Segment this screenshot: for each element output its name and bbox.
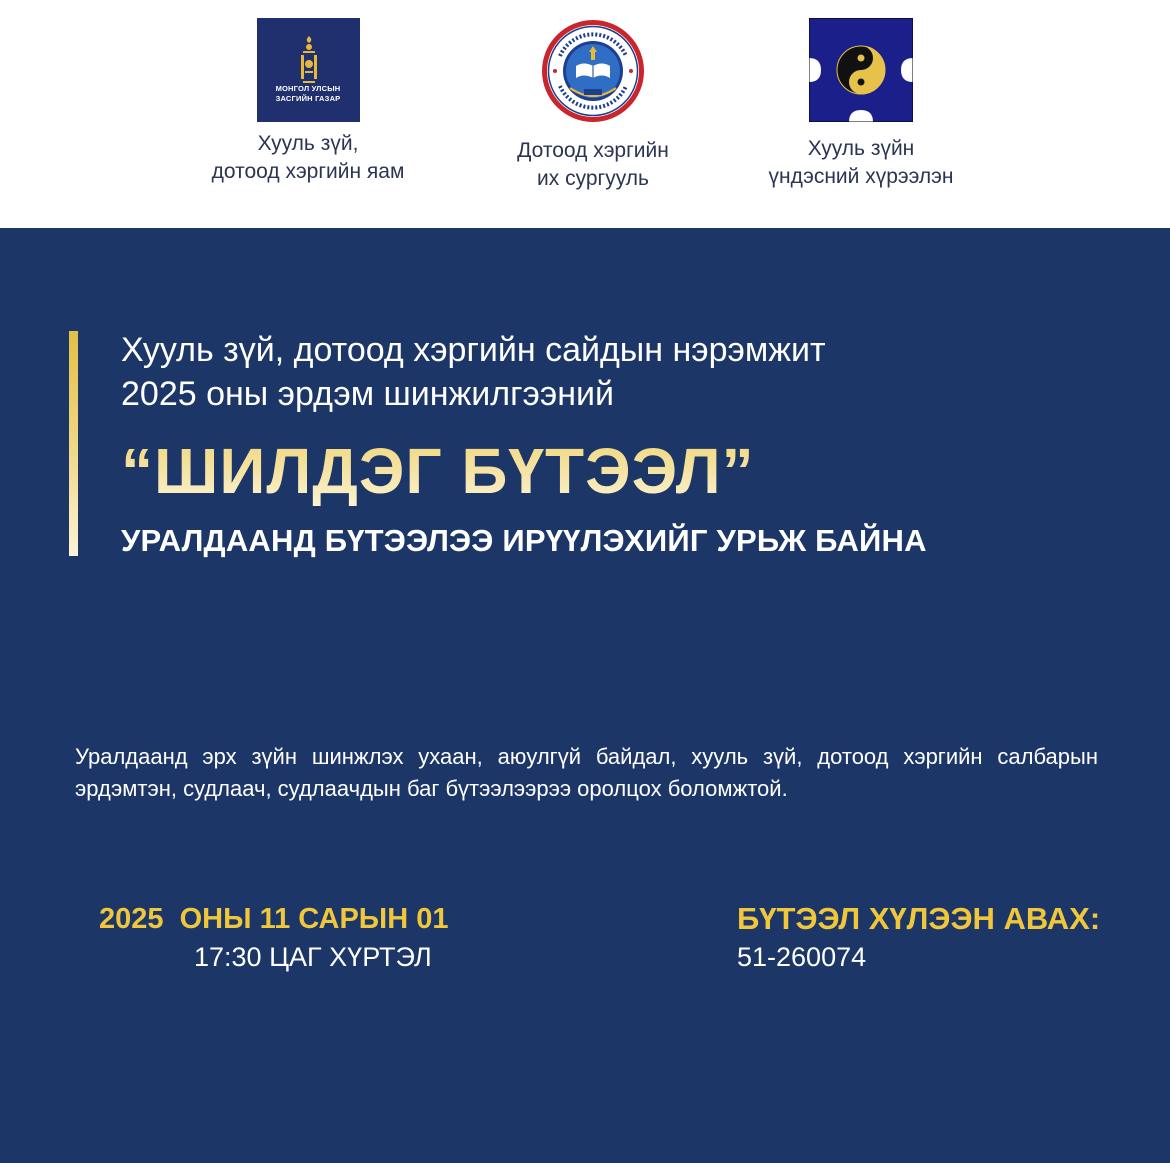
org-caption-line2: үндэсний хүрээлэн [768, 165, 954, 188]
org-caption-line2: дотоод хэргийн яам [211, 160, 405, 183]
intro-text [121, 328, 826, 416]
yin-yang-puzzle-icon [809, 18, 913, 122]
logo-header [0, 0, 1170, 228]
intro-line1: Хууль зүй, дотоод хэргийн сайдын нэрэмжит [121, 331, 826, 369]
gold-accent-bar [69, 331, 78, 556]
announcement-panel [0, 228, 1170, 1163]
org-university [443, 18, 743, 193]
submission-label: БҮТЭЭЛ ХҮЛЭЭН АВАХ: [737, 901, 1101, 936]
government-logo-text-line1: МОНГОЛ УЛСЫН [275, 84, 341, 93]
org-caption-line1: Дотоод хэргийн [517, 139, 669, 162]
deadline-time: 17:30 ЦАГ ХҮРТЭЛ [194, 942, 432, 972]
org-caption-line1: Хууль зүй, [257, 132, 359, 155]
org-caption [711, 135, 1011, 191]
university-seal-icon [540, 18, 646, 124]
deadline-date: 2025 ОНЫ 11 САРЫН 01 [99, 903, 449, 935]
government-logo-text [257, 84, 360, 104]
org-institute [711, 18, 1011, 191]
org-ministry [158, 18, 458, 186]
soyombo-icon [300, 36, 318, 84]
eligibility-description: Уралдаанд эрх зүйн шинжлэх ухаан, аюулгүй байдал, хууль зүй, дотоод хэргийн салбарын эрдэмтэн, судлаач, судлаачдын баг бүтээлээрээ оролцох боломжтой. [75, 744, 1098, 801]
intro-line2: 2025 оны эрдэм шинжилгээний [121, 375, 614, 413]
competition-title: “ШИЛДЭГ БҮТЭЭЛ” [121, 435, 755, 507]
submission-phone: 51-260074 [737, 942, 867, 972]
org-caption [443, 137, 743, 193]
org-caption [158, 130, 458, 186]
org-caption-line2: их сургууль [537, 167, 649, 190]
invitation-text: УРАЛДААНД БҮТЭЭЛЭЭ ИРҮҮЛЭХИЙГ УРЬЖ БАЙНА [121, 523, 927, 558]
org-caption-line1: Хууль зүйн [807, 137, 915, 160]
government-logo-text-line2: ЗАСГИЙН ГАЗАР [275, 94, 341, 103]
government-emblem-icon [257, 18, 360, 122]
